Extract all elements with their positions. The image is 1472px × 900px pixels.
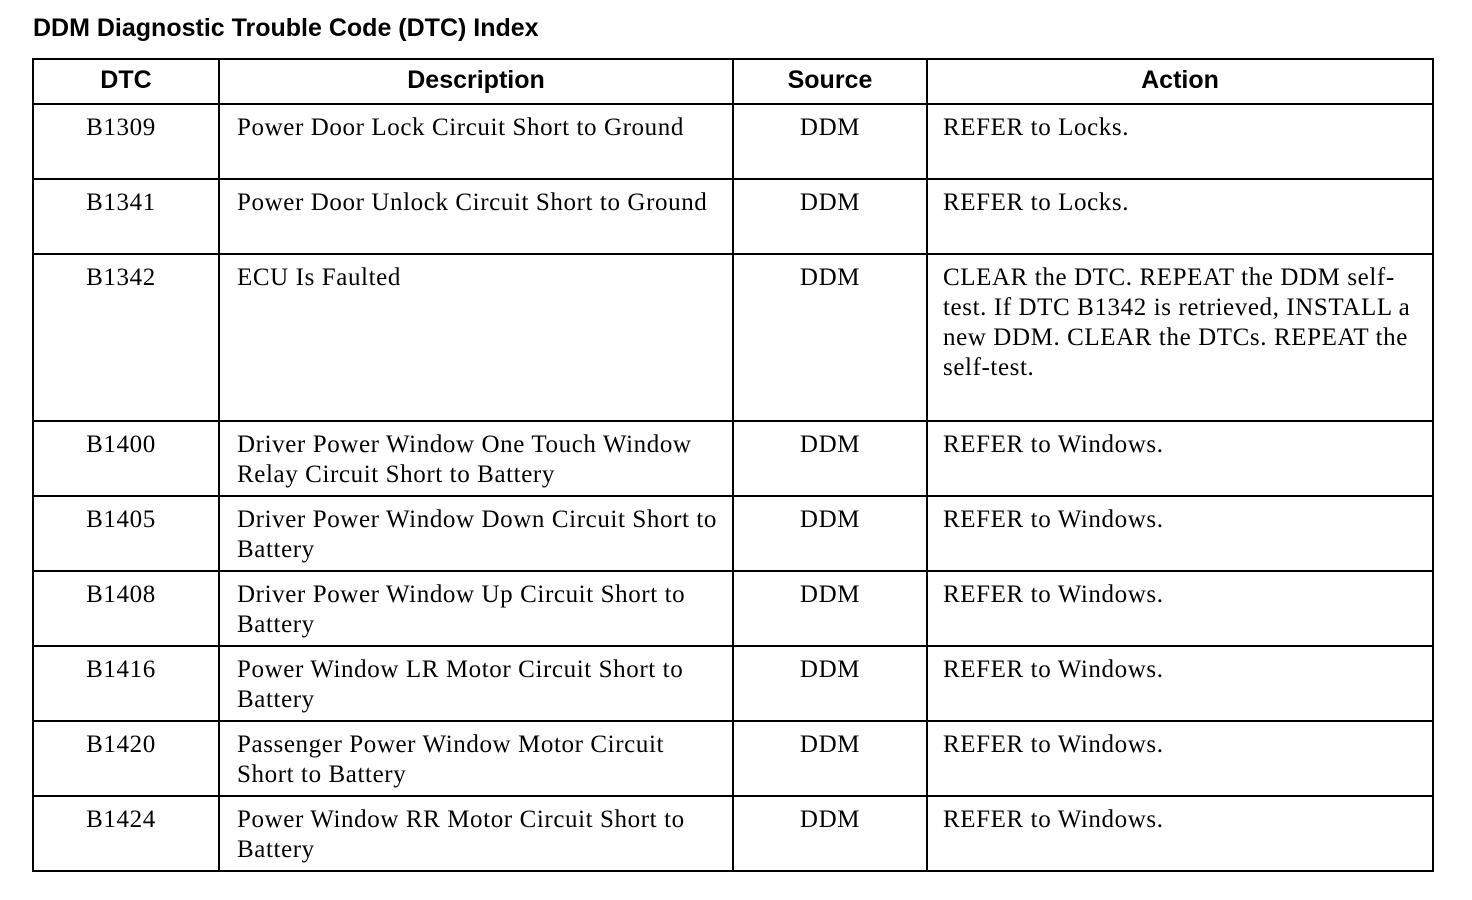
dtc-code-cell: B1408 (33, 571, 219, 646)
table-row (33, 496, 1433, 571)
description-cell: Driver Power Window Up Circuit Short to Battery (219, 571, 733, 646)
action-cell: REFER to Windows. (927, 571, 1433, 646)
description-cell: Power Window RR Motor Circuit Short to Battery (219, 796, 733, 871)
table-row (33, 421, 1433, 496)
description-cell: Power Door Unlock Circuit Short to Ground (219, 179, 733, 254)
description-cell: Power Window LR Motor Circuit Short to Battery (219, 646, 733, 721)
dtc-code-cell: B1341 (33, 179, 219, 254)
column-header-action: Action (927, 59, 1433, 104)
source-cell: DDM (733, 104, 927, 179)
table-row (33, 104, 1433, 179)
column-header-source: Source (733, 59, 927, 104)
source-cell: DDM (733, 496, 927, 571)
dtc-code-cell: B1424 (33, 796, 219, 871)
description-cell: Driver Power Window Down Circuit Short to Battery (219, 496, 733, 571)
action-cell: CLEAR the DTC. REPEAT the DDM self-test. If DTC B1342 is retrieved, INSTALL a new DDM. CLEAR the DTCs. REPEAT the self-test. (927, 254, 1433, 421)
description-cell: Driver Power Window One Touch Window Relay Circuit Short to Battery (219, 421, 733, 496)
table-row (33, 179, 1433, 254)
source-cell: DDM (733, 421, 927, 496)
table-header-row (33, 59, 1433, 104)
action-cell: REFER to Windows. (927, 496, 1433, 571)
description-cell: Passenger Power Window Motor Circuit Short to Battery (219, 721, 733, 796)
table-row (33, 254, 1433, 421)
action-cell: REFER to Windows. (927, 421, 1433, 496)
dtc-code-cell: B1416 (33, 646, 219, 721)
source-cell: DDM (733, 646, 927, 721)
table-row (33, 721, 1433, 796)
column-header-dtc: DTC (33, 59, 219, 104)
description-cell: ECU Is Faulted (219, 254, 733, 421)
table-row (33, 796, 1433, 871)
description-cell: Power Door Lock Circuit Short to Ground (219, 104, 733, 179)
dtc-code-cell: B1405 (33, 496, 219, 571)
source-cell: DDM (733, 721, 927, 796)
action-cell: REFER to Locks. (927, 179, 1433, 254)
dtc-table (32, 58, 1434, 872)
action-cell: REFER to Locks. (927, 104, 1433, 179)
action-cell: REFER to Windows. (927, 796, 1433, 871)
table-row (33, 571, 1433, 646)
page-title: DDM Diagnostic Trouble Code (DTC) Index (33, 14, 539, 42)
source-cell: DDM (733, 254, 927, 421)
source-cell: DDM (733, 796, 927, 871)
table-row (33, 646, 1433, 721)
action-cell: REFER to Windows. (927, 646, 1433, 721)
dtc-code-cell: B1400 (33, 421, 219, 496)
action-cell: REFER to Windows. (927, 721, 1433, 796)
source-cell: DDM (733, 179, 927, 254)
dtc-code-cell: B1309 (33, 104, 219, 179)
dtc-code-cell: B1342 (33, 254, 219, 421)
dtc-code-cell: B1420 (33, 721, 219, 796)
column-header-description: Description (219, 59, 733, 104)
source-cell: DDM (733, 571, 927, 646)
